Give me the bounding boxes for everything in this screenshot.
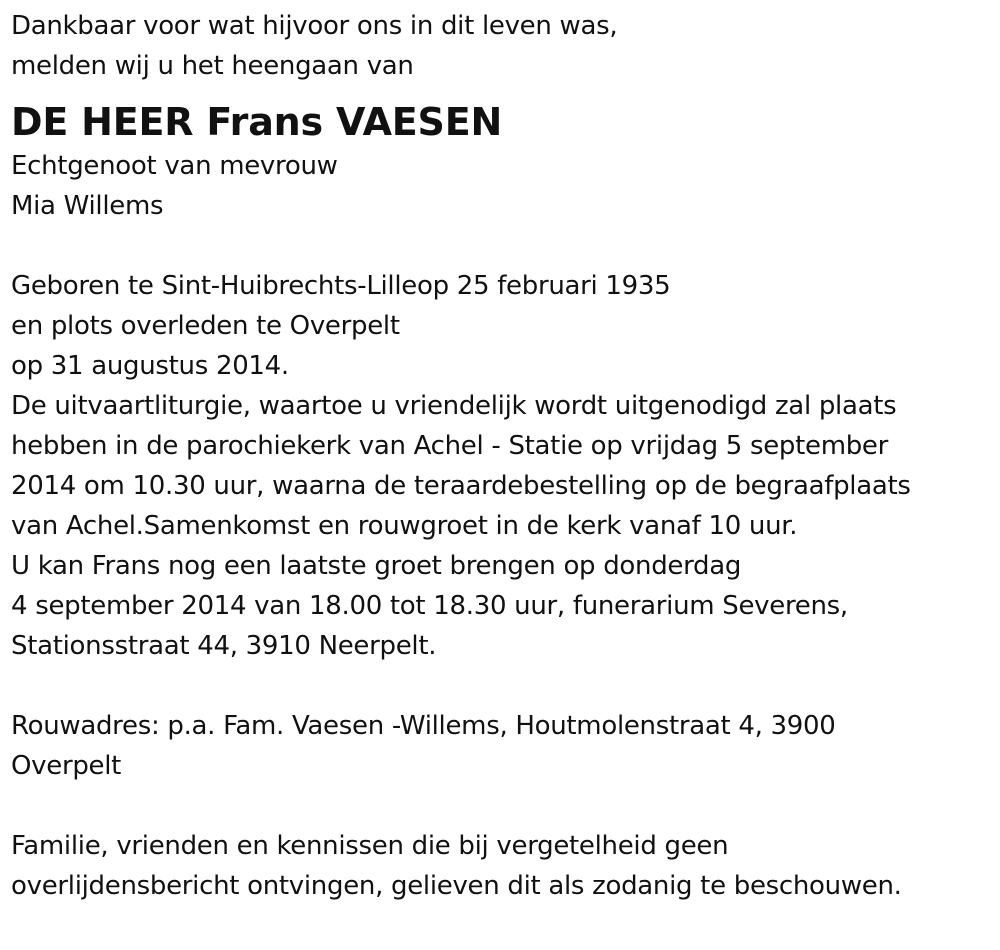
details-line: op 31 augustus 2014.: [11, 351, 289, 381]
details-line: De uitvaartliturgie, waartoe u vriendelijk wordt uitgenodigd zal plaats: [11, 391, 897, 421]
spacer: [11, 666, 991, 706]
intro-section: [11, 6, 991, 86]
address-section: [11, 706, 991, 786]
details-line: hebben in de parochiekerk van Achel - Statie op vrijdag 5 september: [11, 431, 889, 461]
spacer: [11, 226, 991, 266]
details-line: 4 september 2014 van 18.00 tot 18.30 uur, funerarium Severens,: [11, 591, 848, 621]
intro-line: Dankbaar voor wat hijvoor ons in dit leven was,: [11, 11, 618, 41]
intro-line: melden wij u het heengaan van: [11, 51, 414, 81]
spacer: [11, 786, 991, 826]
details-line: 2014 om 10.30 uur, waarna de teraardebestelling op de begraafplaats: [11, 471, 911, 501]
closing-line: overlijdensbericht ontvingen, gelieven dit als zodanig te beschouwen.: [11, 871, 902, 901]
details-line: van Achel.Samenkomst en rouwgroet in de kerk vanaf 10 uur.: [11, 511, 798, 541]
details-line: Geboren te Sint-Huibrechts-Lilleop 25 februari 1935: [11, 271, 671, 301]
spouse-line: Echtgenoot van mevrouw: [11, 151, 338, 181]
details-line: U kan Frans nog een laatste groet brengen op donderdag: [11, 551, 742, 581]
details-section: [11, 266, 991, 666]
address-line: Rouwadres: p.a. Fam. Vaesen -Willems, Houtmolenstraat 4, 3900: [11, 711, 836, 741]
spouse-line: Mia Willems: [11, 191, 164, 221]
address-line: Overpelt: [11, 751, 122, 781]
spouse-section: [11, 146, 991, 226]
death-notice: [11, 6, 991, 906]
closing-section: [11, 826, 991, 906]
closing-line: Familie, vrienden en kennissen die bij vergetelheid geen: [11, 831, 729, 861]
details-line: Stationsstraat 44, 3910 Neerpelt.: [11, 631, 437, 661]
deceased-name: DE HEER Frans VAESEN: [11, 100, 503, 144]
details-line: en plots overleden te Overpelt: [11, 311, 400, 341]
